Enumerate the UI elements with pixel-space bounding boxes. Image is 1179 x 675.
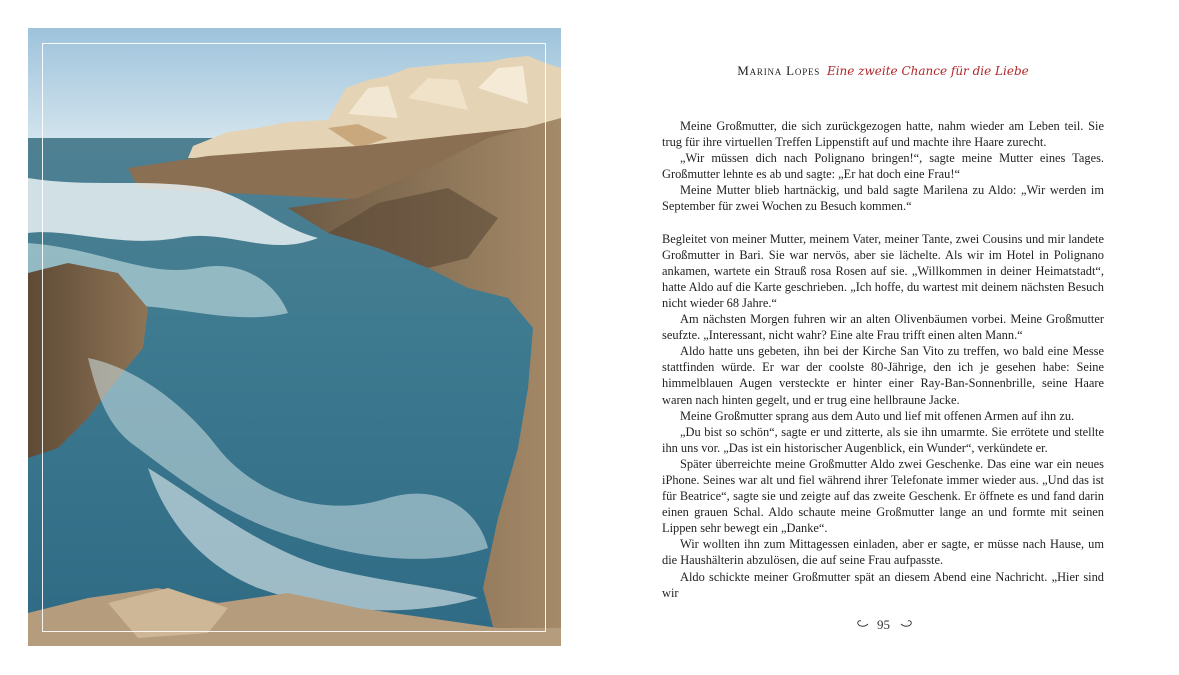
page-number-label: 95 bbox=[877, 617, 890, 632]
paragraph: Aldo hatte uns gebeten, ihn bei der Kirche San Vito zu treffen, wo bald eine Messe stattfinden würde. Er war der coolste 80-Jährige, den ich je gesehen habe: Seine himmelblauen Augen versteckte er hinter einer Ray-Ban-Sonnenbrille, seine Haare waren nach hinten gegelt, und er trug eine hellbraune Jacke. bbox=[662, 344, 1104, 407]
author-name: Marina Lopes bbox=[737, 63, 821, 78]
flourish-right-icon bbox=[900, 618, 912, 628]
coastal-photo bbox=[28, 28, 561, 646]
coastal-photo-image bbox=[28, 28, 561, 646]
flourish-left-icon bbox=[857, 618, 869, 628]
paragraph: „Du bist so schön“, sagte er und zitterte, als sie ihn umarmte. Sie errötete und stellte ihn uns vor. „Das ist ein historischer Augenblick, ein Wunder“, verkündete er. bbox=[662, 424, 1104, 455]
book-title: Eine zweite Chance für die Liebe bbox=[826, 64, 1029, 78]
body-text bbox=[662, 118, 1104, 601]
page-number bbox=[862, 616, 912, 636]
paragraph: Wir wollten ihn zum Mittagessen einladen, aber er sagte, er müsse nach Hause, um die Haushälterin abzulösen, die auf seine Frau aufpasste. bbox=[662, 537, 1104, 568]
paragraph: Begleitet von meiner Mutter, meinem Vater, meiner Tante, zwei Cousins und mir landete Großmutter in Bari. Sie war nervös, aber sie lächelte. Als wir im Hotel in Polignano ankamen, wartete ein Strauß rosa Rosen auf sie. „Willkommen in deiner Heimatstadt“, hatte Aldo auf die Karte geschrieben. „Ich hoffe, du wartest mit deinem nächsten Besuch nicht wieder 68 Jahre.“ bbox=[662, 231, 1104, 310]
paragraph: Meine Großmutter sprang aus dem Auto und lief mit offenen Armen auf ihn zu. bbox=[680, 408, 1075, 423]
paragraph: Meine Mutter blieb hartnäckig, und bald sagte Marilena zu Aldo: „Wir werden im September für zwei Wochen zu Besuch kommen.“ bbox=[662, 183, 1104, 214]
running-header bbox=[662, 62, 1104, 80]
paragraph: Meine Großmutter, die sich zurückgezogen hatte, nahm wieder am Leben teil. Sie trug für ihre virtuellen Treffen Lippenstift auf und machte ihre Haare zurecht. bbox=[662, 119, 1104, 150]
paragraph: „Wir müssen dich nach Polignano bringen!“, sagte meine Mutter eines Tages. Großmutter lehnte es ab und sagte: „Er hat doch eine Frau!“ bbox=[662, 151, 1104, 182]
paragraph: Später überreichte meine Großmutter Aldo zwei Geschenke. Das eine war ein neues iPhone. Seines war alt und fiel während ihrer Telefonate immer wieder aus. „Und das ist für Beatrice“, sagte sie und zeigte auf das zweite Geschenk. Er öffnete es und fand darin einen grauen Schal. Aldo schaute meine Großmutter lange an und formte mit seinen Lippen sehr bewegt ein „Danke“. bbox=[662, 456, 1104, 536]
paragraph: Am nächsten Morgen fuhren wir an alten Olivenbäumen vorbei. Meine Großmutter seufzte. „Interessant, nicht wahr? Eine alte Frau trifft einen alten Mann.“ bbox=[662, 312, 1104, 343]
paragraph: Aldo schickte meiner Großmutter spät an diesem Abend eine Nachricht. „Hier sind wir bbox=[662, 569, 1104, 600]
